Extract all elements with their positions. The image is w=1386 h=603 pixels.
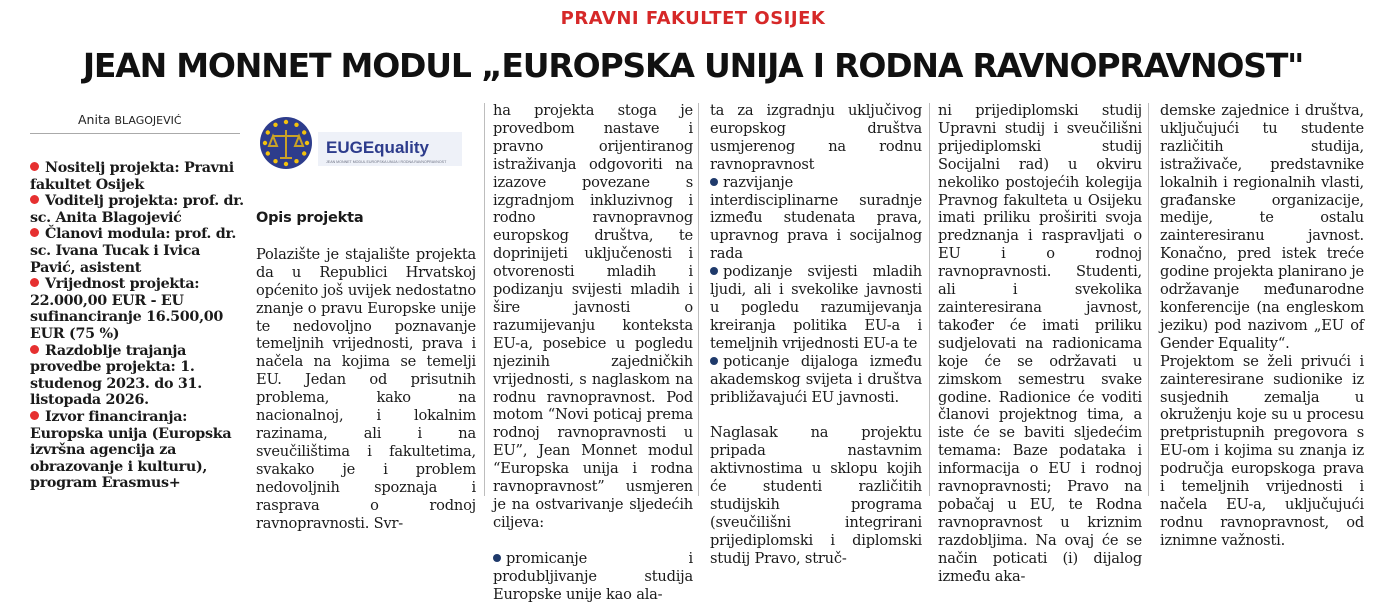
article-column-5	[938, 102, 1142, 585]
article-column-6	[1160, 102, 1364, 550]
byline-first: Anita	[78, 112, 115, 127]
bullet-icon	[30, 162, 39, 171]
column-divider	[698, 103, 699, 496]
info-item: Izvor financiranja: Europska unija (Europska izvršna agencija za obrazovanje i kulturu), program Erasmus+	[30, 408, 232, 492]
paragraph: ta za izgradnju uključivog europskog društva usmjerenog na rodnu ravnopravnost	[710, 102, 922, 173]
paragraph: Projektom se želi privući i zainteresirane sudionike iz susjednih zemalja u okruženju koje su u procesu pretpristupnih pregovora s EU-om i kojima su znanja iz područja europskoga prava i temeljnih vrijednosti i načela EU-a, uključujući rodnu ravnopravnost, od iznimne važnosti.	[1160, 352, 1364, 549]
goal-item: razvijanje interdisciplinarne suradnje između studenata prava, upravnog prava i socijalnog rada	[710, 173, 922, 263]
info-item: Nositelj projekta: Pravni fakultet Osijek	[30, 160, 234, 193]
project-info-box	[30, 160, 246, 492]
paragraph: demske zajednice i društva, uključujući tu studente različitih studija, istraživače, predstavnike lokalnih i regionalnih vlasti, građanske organizacije, medije, te ostalu zainteresiranu javnost. Konačno, pred istek treće godine projekta planirano je održavanje međunarodne konferencije (na engleskom jeziku) pod nazivom „EU of Gender Equality“.	[1160, 102, 1364, 352]
bullet-icon	[30, 195, 39, 204]
paragraph: Naglasak na projektu pripada nastavnim aktivnostima u sklopu kojih će studenti različitih studijskih programa (sveučilišni integrirani prijediplomski i diplomski studij Pravo, struč-	[710, 424, 922, 567]
byline-rule	[30, 133, 240, 134]
bullet-icon	[30, 411, 39, 420]
section-title: Opis projekta	[256, 210, 364, 226]
bullet-icon	[30, 278, 39, 287]
bullet-icon	[30, 345, 39, 354]
bullet-icon	[710, 357, 718, 365]
column-divider	[484, 103, 485, 496]
article-column-2	[256, 210, 476, 532]
paragraph: ha projekta stoga je provedbom nastave i pravno orijentiranog istraživanja odgovoriti na izazove povezane s izgradnjom inkluzivnog i rodno ravnopravnog europskog društva, te doprinijeti uključenosti i otvorenosti mladih i podizanju svijesti mladih i šire javnosti o razumijevanju konteksta EU-a, posebice u pogledu njezinih zajedničkih vrijednosti, s naglaskom na rodnu ravnopravnost. Pod motom “Novi poticaj prema rodnoj ravnopravnosti u EU”, Jean Monnet modul “Europska unija i rodna ravnopravnost” usmjeren je na ostvarivanje sljedećih ciljeva:	[493, 102, 693, 531]
bullet-icon	[710, 267, 718, 275]
bullet-icon	[493, 554, 501, 562]
info-item: Vrijednost projekta: 22.000,00 EUR - EU sufinanciranje 16.500,00 EUR (75 %)	[30, 276, 224, 342]
eugequality-logo	[256, 110, 464, 180]
section-kicker: PRAVNI FAKULTET OSIJEK	[560, 8, 826, 29]
article-column-4	[710, 102, 922, 568]
column-divider	[1148, 103, 1149, 496]
paragraph: Polazište je stajalište projekta da u Republici Hrvatskoj općenito još uvijek nedostatno znanje o pravu Europske unije te nedovoljno poznavanje temeljnih vrijednosti, prava i načela na kojima se temelji EU. Jedan od prisutnih problema, kako na nacionalnoj, i lokalnim razinama, ali i na sveučilištima i fakultetima, svakako je i problem nedovoljnih spoznaja i rasprava o rodnoj ravnopravnosti. Svr-	[256, 245, 476, 532]
svg-text:EUGEquality: EUGEquality	[326, 138, 429, 157]
column-divider	[929, 103, 930, 496]
bullet-icon	[30, 228, 39, 237]
info-item: Razdoblje trajanja provedbe projekta: 1. studenog 2023. do 31. listopada 2026.	[30, 342, 202, 409]
goal-item: poticanje dijaloga između akademskog svijeta i društva približavajući EU javnosti.	[710, 352, 922, 406]
article-column-3	[493, 102, 693, 603]
info-item: Članovi modula: prof. dr. sc. Ivana Tucak i Ivica Pavić, asistent	[30, 226, 237, 276]
bullet-icon	[710, 178, 718, 186]
byline-last: BLAGOJEVIĆ	[114, 114, 182, 127]
goal-item: promicanje i produbljivanje studija Europske unije kao ala-	[493, 549, 693, 603]
info-item: Voditelj projekta: prof. dr. sc. Anita Blagojević	[30, 193, 244, 226]
byline	[78, 112, 182, 127]
paragraph: ni prijediplomski studij Upravni studij i sveučilišni prijediplomski studij Socijalni rad) u okviru nekoliko postojećih kolegija Pravnog fakulteta u Osijeku imati priliku proširiti svoja predznanja i raspravljati o EU i o rodnoj ravnopravnosti. Studenti, ali i svekolika zainteresirana javnost, također će imati priliku sudjelovati na radionicama koje će se održavati u zimskom semestru svake godine. Radionice će voditi članovi projektnog tima, a iste će se baviti sljedećim temama: Baze podataka i informacija o EU i rodnoj ravnopravnosti; Pravo na pobačaj u EU, te Rodna ravnopravnost u kriznim razdobljima. Na ovaj će se način poticati (i) dijalog između aka-	[938, 102, 1142, 585]
article-headline: JEAN MONNET MODUL „EUROPSKA UNIJA I RODNA RAVNOPRAVNOST"	[82, 46, 1304, 85]
svg-text:JEAN MONNET MODUL EUROPSKA UNI: JEAN MONNET MODUL EUROPSKA UNIJA I RODNA RAVNOPRAVNOST	[326, 160, 447, 164]
goal-item: podizanje svijesti mladih ljudi, ali i svekolike javnosti u pogledu razumijevanja kreiranja politika EU-a i temeljnih vrijednosti EU-a te	[710, 263, 922, 352]
